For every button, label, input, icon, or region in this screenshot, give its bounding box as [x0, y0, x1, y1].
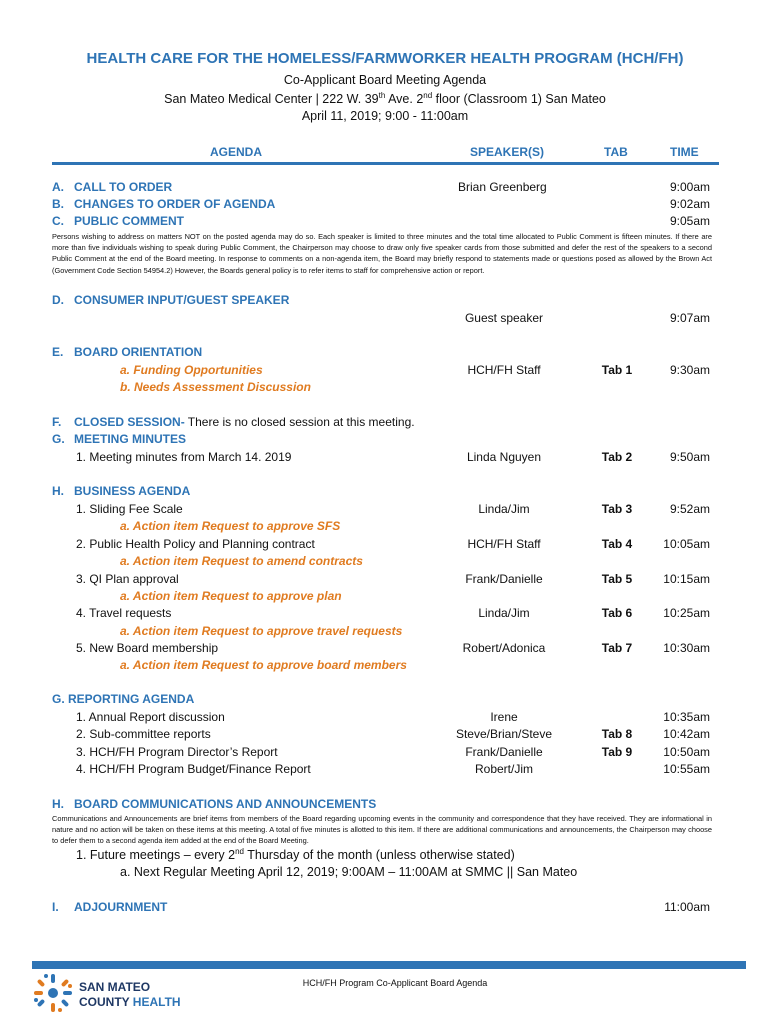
- report-item-time: 10:35am: [663, 710, 710, 724]
- section-g-tab: Tab 2: [601, 450, 633, 464]
- report-item-time: 10:50am: [663, 745, 710, 759]
- report-item-label: 1. Annual Report discussion: [76, 710, 225, 724]
- report-item-label: 2. Sub-committee reports: [76, 727, 211, 741]
- section-a-label: CALL TO ORDER: [74, 180, 173, 194]
- business-item-time: 9:52am: [669, 502, 710, 516]
- next-meeting-line: a. Next Regular Meeting April 12, 2019; 9:00AM – 11:00AM at SMMC || San Mateo: [120, 865, 578, 879]
- business-item-speaker: Robert/Adonica: [462, 641, 546, 655]
- meeting-date: April 11, 2019; 9:00 - 11:00am: [301, 109, 469, 123]
- future-meetings-line: 1. Future meetings – every 2nd Thursday of the month (unless otherwise stated): [76, 847, 515, 863]
- section-d-label: CONSUMER INPUT/GUEST SPEAKER: [74, 293, 290, 307]
- section-c-label: PUBLIC COMMENT: [74, 214, 184, 228]
- business-item-time: 10:05am: [663, 537, 710, 551]
- business-item-label: 3. QI Plan approval: [76, 572, 179, 586]
- report-item-speaker: Frank/Danielle: [465, 745, 543, 759]
- section-i-letter: I.: [52, 900, 59, 914]
- report-item-speaker: Steve/Brian/Steve: [455, 727, 553, 741]
- section-comm-letter: H.: [52, 797, 64, 811]
- business-item-label: 4. Travel requests: [76, 606, 172, 620]
- section-f-letter: F.: [52, 415, 62, 429]
- column-speakers: SPEAKER(S): [470, 145, 545, 159]
- report-item-time: 10:55am: [663, 762, 710, 776]
- section-b-time: 9:02am: [669, 197, 710, 211]
- footer-rule: [32, 961, 746, 969]
- business-item-action: a. Action item Request to amend contracts: [120, 554, 363, 568]
- business-item-label: 1. Sliding Fee Scale: [76, 502, 183, 516]
- business-item-action: a. Action item Request to approve board members: [120, 658, 407, 672]
- section-e-tab: Tab 1: [601, 363, 633, 377]
- report-item-tab: Tab 9: [601, 745, 633, 759]
- business-item-tab: Tab 5: [601, 572, 633, 586]
- business-item-time: 10:15am: [663, 572, 710, 586]
- report-item-time: 10:42am: [663, 727, 710, 741]
- section-comm-label: BOARD COMMUNICATIONS AND ANNOUNCEMENTS: [74, 797, 377, 811]
- section-g-letter: G.: [52, 432, 65, 446]
- column-tab: TAB: [604, 145, 628, 159]
- business-item-tab: Tab 4: [601, 537, 633, 551]
- section-b-letter: B.: [52, 197, 64, 211]
- section-d-speaker: Guest speaker: [464, 311, 544, 325]
- section-h-letter: H.: [52, 484, 64, 498]
- column-agenda: AGENDA: [210, 145, 263, 159]
- document-title: HEALTH CARE FOR THE HOMELESS/FARMWORKER HEALTH PROGRAM (HCH/FH): [86, 50, 684, 67]
- section-g-label: MEETING MINUTES: [74, 432, 187, 446]
- reporting-agenda-label: G. REPORTING AGENDA: [52, 692, 195, 706]
- section-i-time: 11:00am: [664, 900, 710, 914]
- business-item-action: a. Action item Request to approve travel requests: [120, 624, 403, 638]
- document-subtitle: Co-Applicant Board Meeting Agenda: [283, 73, 487, 87]
- business-item-time: 10:25am: [663, 606, 710, 620]
- business-item-speaker: Linda/Jim: [478, 502, 530, 516]
- section-b-label: CHANGES TO ORDER OF AGENDA: [74, 197, 276, 211]
- section-g-speaker: Linda Nguyen: [466, 450, 542, 464]
- section-a-speaker: Brian Greenberg: [458, 180, 547, 194]
- section-e-speaker: HCH/FH Staff: [467, 363, 541, 377]
- business-item-tab: Tab 7: [601, 641, 633, 655]
- section-f-line: CLOSED SESSION- There is no closed session at this meeting.: [74, 415, 415, 429]
- business-item-label: 5. New Board membership: [76, 641, 219, 655]
- section-i-label: ADJOURNMENT: [74, 900, 168, 914]
- report-item-tab: Tab 8: [601, 727, 633, 741]
- section-h-label: BUSINESS AGENDA: [74, 484, 191, 498]
- business-item-speaker: HCH/FH Staff: [467, 537, 541, 551]
- business-item-tab: Tab 6: [601, 606, 633, 620]
- section-a-time: 9:00am: [669, 180, 710, 194]
- business-item-action: a. Action item Request to approve SFS: [120, 519, 341, 533]
- business-item-speaker: Frank/Danielle: [465, 572, 543, 586]
- communications-note: Communications and Announcements are brief items from members of the Board regarding upcoming events in the community and correspondence that they have received. They are informational in nature and no action will be taken on these items at this meeting. A total of five minutes is allotted to this item. If there are additional communications and announcements, the Chairperson may choose to defer them to a second agenda item added at the end of the Board Meeting.: [52, 814, 712, 846]
- report-item-speaker: Irene: [490, 710, 518, 724]
- section-e-time: 9:30am: [669, 363, 710, 377]
- footer-center-text: HCH/FH Program Co-Applicant Board Agenda: [302, 978, 488, 988]
- business-item-tab: Tab 3: [601, 502, 633, 516]
- report-item-label: 3. HCH/FH Program Director’s Report: [76, 745, 278, 759]
- section-a-letter: A.: [52, 180, 64, 194]
- logo-text-line1: SAN MATEO: [79, 980, 151, 994]
- business-item-time: 10:30am: [663, 641, 710, 655]
- business-item-action: a. Action item Request to approve plan: [120, 589, 342, 603]
- header-divider: [52, 162, 719, 165]
- section-e-item-b: b. Needs Assessment Discussion: [120, 380, 311, 394]
- section-e-label: BOARD ORIENTATION: [74, 345, 203, 359]
- business-item-label: 2. Public Health Policy and Planning contract: [76, 537, 315, 551]
- section-e-item-a: a. Funding Opportunities: [120, 363, 263, 377]
- section-c-letter: C.: [52, 214, 64, 228]
- section-c-time: 9:05am: [669, 214, 710, 228]
- business-item-speaker: Linda/Jim: [478, 606, 530, 620]
- section-g-time: 9:50am: [669, 450, 710, 464]
- report-item-speaker: Robert/Jim: [474, 762, 533, 776]
- logo-text-line2: COUNTY HEALTH: [79, 995, 181, 1009]
- report-item-label: 4. HCH/FH Program Budget/Finance Report: [76, 762, 311, 776]
- meeting-location: San Mateo Medical Center | 222 W. 39th Ave. 2nd floor (Classroom 1) San Mateo: [164, 91, 606, 107]
- public-comment-note: Persons wishing to address on matters NOT on the posted agenda may do so. Each speaker is limited to three minutes and the total time allocated to Public Comment is fifteen minutes. If there are more than five individuals wishing to speak during Public Comment, the Chairperson may choose to draw only five speaker cards from those submitted and defer the rest of the speakers to a second Public Comment at the end of the Board meeting. In response to comments on a non-agenda item, the Board may briefly respond to statements made or questions posed as allowed by the Brown Act (Government Code Section 54954.2) However, the Boards general policy is to refer items to staff for comprehensive action or report.: [52, 232, 712, 275]
- column-time: TIME: [670, 145, 699, 159]
- section-d-letter: D.: [52, 293, 64, 307]
- section-g-item: 1. Meeting minutes from March 14. 2019: [76, 450, 292, 464]
- section-e-letter: E.: [52, 345, 64, 359]
- section-d-time: 9:07am: [669, 311, 710, 325]
